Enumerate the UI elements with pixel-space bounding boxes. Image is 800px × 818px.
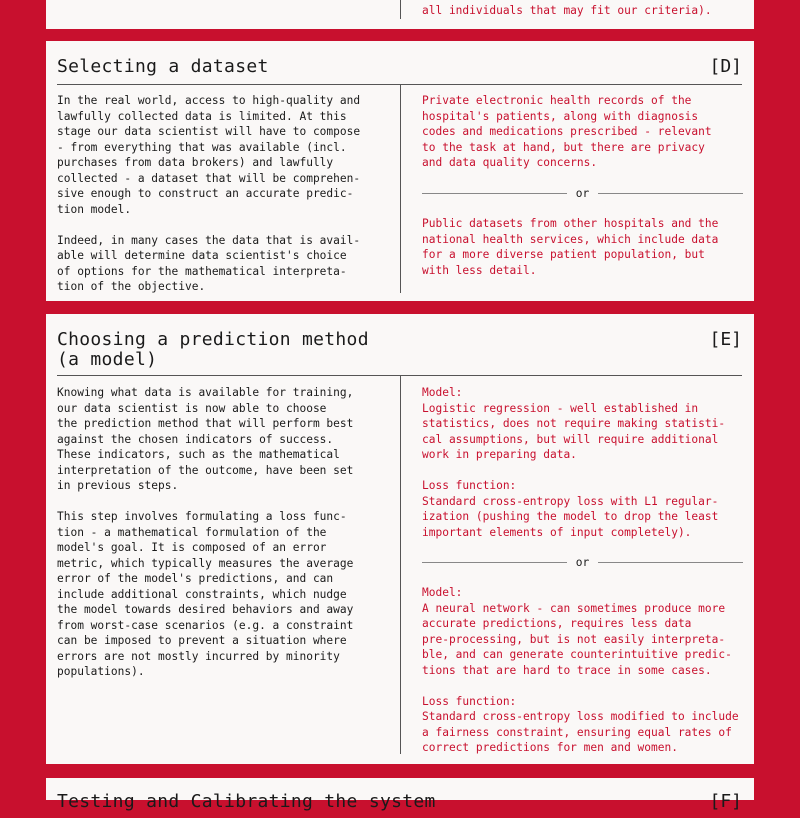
column-divider xyxy=(400,376,401,754)
or-label: or xyxy=(575,555,590,569)
step-letter-badge: [E] xyxy=(709,329,742,350)
card-selecting-dataset xyxy=(46,41,754,301)
column-divider xyxy=(400,0,401,19)
step-description: Knowing what data is available for training, our data scientist is now able to choose the prediction method that will perform best against the chosen indicators of success. These indicators, such as the mathematical interpretation of the outcome, have been set in previous steps. This step involves formulating a loss func- tion - a mathematical formulation of the model's goal. It is composed of an error metric, which typically measures the average error of the model's predictions, and can include additional constraints, which nudge the model towards desired behaviors and away from worst-case scenarios (e.g. a constraint can be imposed to prevent a situation where errors are not mostly incurred by minority populations). xyxy=(57,386,354,678)
separator-line xyxy=(598,562,743,563)
step-description: In the real world, access to high-quality and lawfully collected data is limited. At this stage our data scientist will have to compose - from everything that was available (incl. purchases from data brokers) and lawfully collected - a dataset that will be comprehen- sive enough to construct an accurate predic- tion model. Indeed, in many cases the data that is avail- able will determine data scientist's choice of options for the mathematical interpreta- tion of the objective. xyxy=(57,94,361,293)
separator-line xyxy=(422,562,567,563)
or-separator xyxy=(422,554,743,570)
previous-step-option-text: all individuals that may fit our criteria). xyxy=(422,4,712,17)
or-separator xyxy=(422,185,743,201)
card-previous-step xyxy=(46,0,754,29)
card-header xyxy=(57,778,742,818)
or-label: or xyxy=(575,186,590,200)
card-header xyxy=(57,41,742,85)
step-letter-badge: [D] xyxy=(709,56,742,77)
dataset-option-a: Private electronic health records of the hospital's patients, along with diagnosis codes and medications prescribed - relevant to the task at hand, but there are privacy and data quality concerns. xyxy=(422,94,712,169)
card-title: Testing and Calibrating the system xyxy=(57,791,436,812)
model-option-a: Model: Logistic regression - well established in statistics, does not require making statisti- cal assumptions, but will require additional work in preparing data. Loss function: Standard cross-entropy loss with L1 regular- ization (pushing the model to drop the least important elements of input completely). xyxy=(422,386,726,539)
step-letter-badge: [F] xyxy=(709,791,742,812)
dataset-option-b: Public datasets from other hospitals and the national health services, which include data for a more diverse patient population, but with less detail. xyxy=(422,217,719,277)
card-title: Selecting a dataset xyxy=(57,56,269,77)
column-divider xyxy=(400,85,401,293)
model-option-b: Model: A neural network - can sometimes produce more accurate predictions, requires less data pre-processing, but is not easily interpreta- ble, and can generate counterintuitive predic- tions that are hard to trace in some cases. Loss function: Standard cross-entropy loss modified to include a fairness constraint, ensuring equal rates of correct predictions for men and women. xyxy=(422,586,739,754)
card-header xyxy=(57,314,742,376)
card-testing-calibrating xyxy=(46,778,754,812)
separator-line xyxy=(422,193,567,194)
card-title: Choosing a prediction method (a model) xyxy=(57,329,369,370)
card-choosing-model xyxy=(46,314,754,764)
separator-line xyxy=(598,193,743,194)
